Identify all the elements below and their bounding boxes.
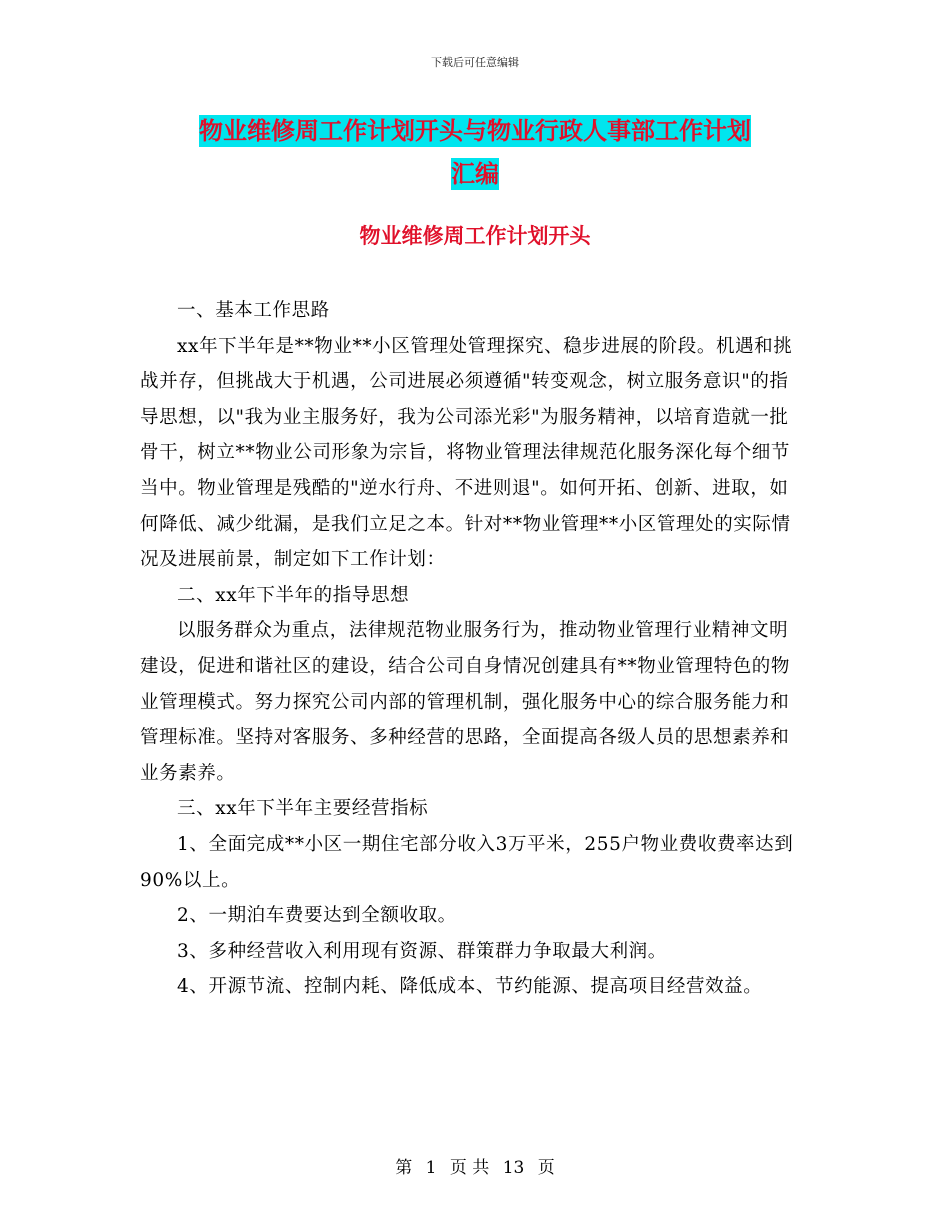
paragraph: 三、xx年下半年主要经营指标: [177, 798, 429, 820]
body-text: [140, 293, 805, 1005]
paragraph: 3、多种经营收入利用现有资源、群策群力争取最大利润。: [177, 940, 667, 962]
title-line-2: 汇编: [451, 160, 499, 188]
footer-suffix: 页: [537, 1158, 555, 1178]
header-note: 下载后可任意编辑: [431, 56, 519, 69]
footer-page-number: 1: [425, 1158, 437, 1178]
paragraph: 1、全面完成**小区一期住宅部分收入3万平米，255户物业费收费率达到90%以上。: [140, 833, 794, 891]
paragraph: 二、xx年下半年的指导思想: [177, 584, 410, 606]
paragraph: 以服务群众为重点，法律规范物业服务行为，推动物业管理行业精神文明建设，促进和谐社区的建设，结合公司自身情况创建具有**物业管理特色的物业管理模式。努力探究公司内部的管理机制，强化服务中心的综合服务能力和管理标准。坚持对客服务、多种经营的思路，全面提高各级人员的思想素养和业务素养。: [140, 620, 791, 784]
paragraph: 一、基本工作思路: [177, 300, 330, 321]
footer-total-pages: 13: [502, 1158, 525, 1178]
paragraph: xx年下半年是**物业**小区管理处管理探究、稳步进展的阶段。机遇和挑战并存，但挑战大于机遇，公司进展必须遵循"转变观念，树立服务意识"的指导思想，以"我为业主服务好，我为公司添光彩"为服务精神，以培育造就一批骨干，树立**物业公司形象为宗旨，将物业管理法律规范化服务深化每个细节当中。物业管理是残酷的"逆水行舟、不进则退"。如何开拓、创新、进取，如何降低、减少纰漏，是我们立足之本。针对**物业管理**小区管理处的实际情况及进展前景，制定如下工作计划：: [140, 335, 793, 571]
document-title: [0, 110, 950, 196]
footer-mid: 页 共: [449, 1158, 490, 1178]
paragraph: 4、开源节流、控制内耗、降低成本、节约能源、提高项目经营效益。: [177, 976, 763, 998]
title-line-1: 物业维修周工作计划开头与物业行政人事部工作计划: [199, 117, 751, 145]
footer-prefix: 第: [395, 1158, 413, 1178]
page-footer: [0, 1153, 950, 1178]
paragraph: 2、一期泊车费要达到全额收取。: [177, 905, 457, 927]
section-title: 物业维修周工作计划开头: [359, 224, 591, 248]
